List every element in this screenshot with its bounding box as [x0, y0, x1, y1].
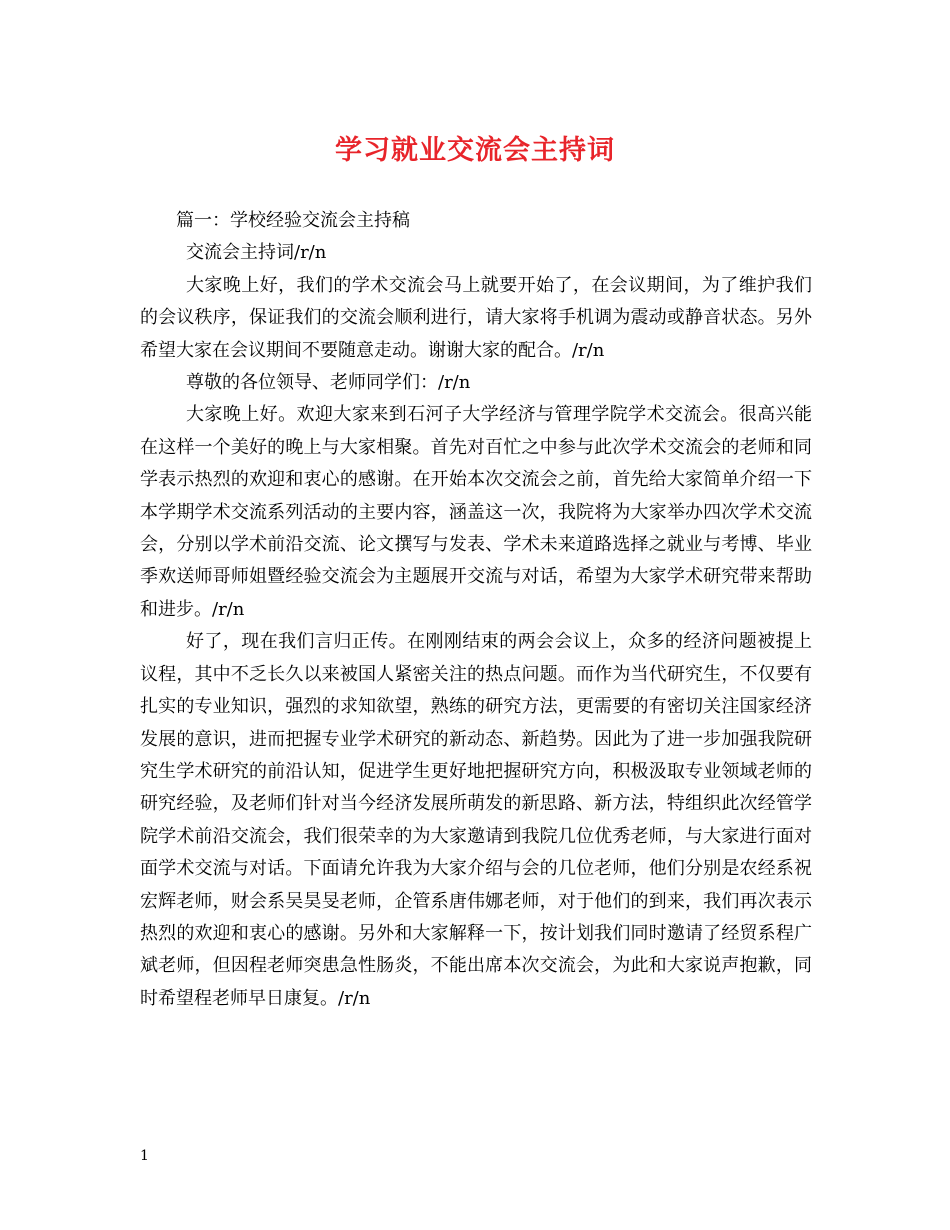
paragraph: 大家晚上好，我们的学术交流会马上就要开始了，在会议期间，为了维护我们的会议秩序，保证我们的交流会顺利进行，请大家将手机调为震动或静音状态。另外希望大家在会议期间不要随意走动。谢谢大家的配合。/r/n	[140, 274, 812, 361]
paragraph: 大家晚上好。欢迎大家来到石河子大学经济与管理学院学术交流会。很高兴能在这样一个美好的晚上与大家相聚。首先对百忙之中参与此次学术交流会的老师和同学表示热烈的欢迎和衷心的感谢。在开始本次交流会之前，首先给大家简单介绍一下本学期学术交流系列活动的主要内容，涵盖这一次，我院将为大家举办四次学术交流会，分别以学术前沿交流、论文撰写与发表、学术未来道路选择之就业与考博、毕业季欢送师哥师姐暨经验交流会为主题展开交流与对话，希望为大家学术研究带来帮助和进步。/r/n	[140, 404, 812, 620]
section-heading: 篇一：学校经验交流会主持稿	[176, 210, 410, 231]
paragraph: 好了，现在我们言归正传。在刚刚结束的两会会议上，众多的经济问题被提上议程，其中不乏长久以来被国人紧密关注的热点问题。而作为当代研究生，不仅要有扎实的专业知识，强烈的求知欲望，熟练的研究方法，更需要的有密切关注国家经济发展的意识，进而把握专业学术研究的新动态、新趋势。因此为了进一步加强我院研究生学术研究的前沿认知，促进学生更好地把握研究方向，积极汲取专业领域老师的研究经验，及老师们针对当今经济发展所萌发的新思路、新方法，特组织此次经管学院学术前沿交流会，我们很荣幸的为大家邀请到我院几位优秀老师，与大家进行面对面学术交流与对话。下面请允许我为大家介绍与会的几位老师，他们分别是农经系祝宏辉老师，财会系吴昊旻老师，企管系唐伟娜老师，对于他们的到来，我们再次表示热烈的欢迎和衷心的感谢。另外和大家解释一下，按计划我们同时邀请了经贸系程广斌老师，但因程老师突患急性肠炎，不能出席本次交流会，为此和大家说声抱歉，同时希望程老师早日康复。/r/n	[140, 631, 812, 1009]
document-title: 学习就业交流会主持词	[335, 135, 615, 166]
paragraph: 交流会主持词/r/n	[186, 242, 327, 264]
document-body	[140, 205, 812, 1015]
paragraph: 尊敬的各位领导、老师同学们：/r/n	[186, 372, 471, 394]
page-number: 1	[140, 1148, 149, 1164]
